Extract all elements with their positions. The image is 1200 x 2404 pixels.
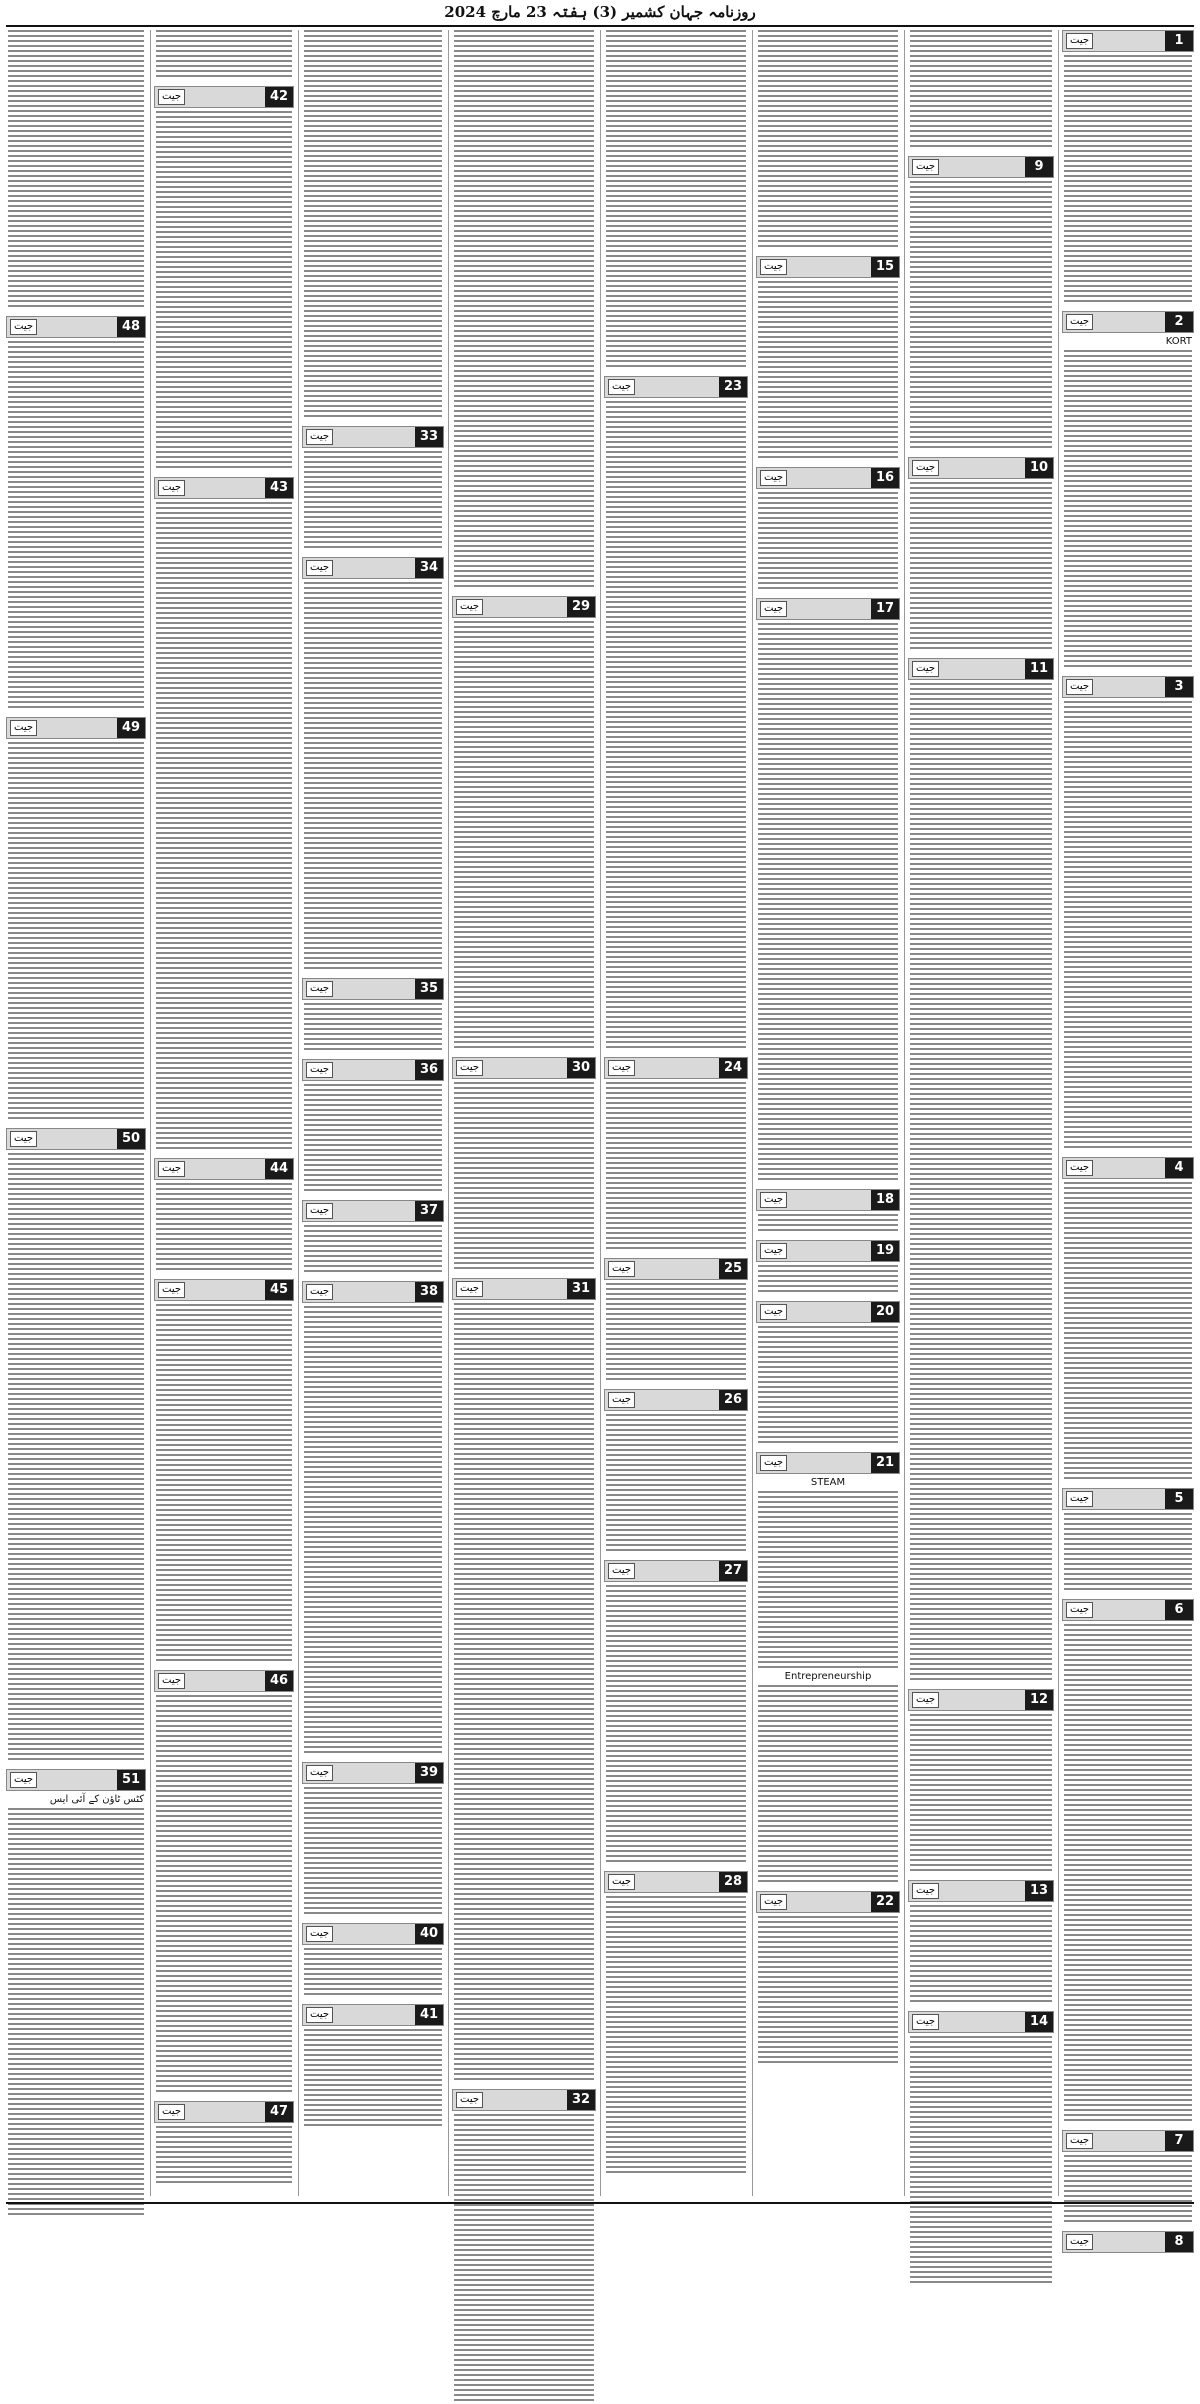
news-item (756, 1452, 900, 1885)
item-badge: جیت (456, 599, 483, 615)
column-divider (904, 30, 905, 2196)
item-badge: جیت (1066, 2133, 1093, 2149)
item-text (910, 30, 1052, 150)
item-number: 8 (1165, 2232, 1193, 2252)
item-number: 17 (871, 599, 899, 619)
item-text (8, 742, 144, 1122)
column-6 (302, 30, 444, 2196)
item-text (304, 1225, 442, 1275)
item-badge: جیت (912, 460, 939, 476)
news-item (154, 1670, 294, 2095)
news-item (302, 978, 444, 1053)
item-text (304, 1003, 442, 1053)
news-item (154, 1158, 294, 1273)
item-badge: جیت (456, 1060, 483, 1076)
news-item (154, 2101, 294, 2186)
item-badge: جیت (306, 1926, 333, 1942)
item-badge: جیت (760, 601, 787, 617)
item-badge: جیت (10, 319, 37, 335)
item-badge: جیت (158, 89, 185, 105)
item-text (156, 1695, 292, 2095)
news-item (756, 1189, 900, 1234)
news-item (604, 1057, 748, 1252)
news-item (302, 1923, 444, 1998)
item-badge: جیت (10, 720, 37, 736)
item-text (1064, 55, 1192, 305)
item-text (758, 1491, 898, 1671)
item-text (910, 181, 1052, 451)
masthead: روزنامہ جہان کشمیر (3) ہفتہ 23 مارچ 2024 (444, 3, 756, 21)
item-text (1064, 350, 1192, 670)
item-badge: جیت (608, 1563, 635, 1579)
item-text (304, 1306, 442, 1756)
item-badge: جیت (760, 1455, 787, 1471)
item-text (606, 1283, 746, 1383)
item-text (758, 1265, 898, 1295)
item-text (8, 1153, 144, 1763)
item-badge: جیت (306, 1203, 333, 1219)
item-number: 44 (265, 1159, 293, 1179)
item-text (454, 2114, 594, 2404)
item-text (758, 492, 898, 592)
item-number: 40 (415, 1924, 443, 1944)
top-rule (6, 25, 1194, 27)
item-text (1064, 1182, 1192, 1482)
news-item (6, 316, 146, 711)
item-number: 10 (1025, 458, 1053, 478)
item-number: 6 (1165, 1600, 1193, 1620)
item-badge: جیت (1066, 2234, 1093, 2250)
item-badge: جیت (608, 379, 635, 395)
item-text (156, 30, 292, 80)
column-2 (908, 30, 1054, 2196)
item-badge: جیت (456, 2092, 483, 2108)
item-badge: جیت (1066, 1491, 1093, 1507)
news-item (604, 1560, 748, 1865)
item-number: 49 (117, 718, 145, 738)
item-badge: جیت (760, 1192, 787, 1208)
item-badge: جیت (306, 2007, 333, 2023)
item-number: 31 (567, 1279, 595, 1299)
item-text (156, 111, 292, 471)
item-number: 5 (1165, 1489, 1193, 1509)
item-badge: جیت (1066, 1160, 1093, 1176)
news-item (756, 598, 900, 1183)
item-badge: جیت (158, 1673, 185, 1689)
item-number: 41 (415, 2005, 443, 2025)
item-badge: جیت (608, 1060, 635, 1076)
item-text (606, 1414, 746, 1554)
item-badge: جیت (760, 1894, 787, 1910)
column-divider (298, 30, 299, 2196)
item-number: 4 (1165, 1158, 1193, 1178)
item-badge: جیت (1066, 33, 1093, 49)
item-badge: جیت (912, 1883, 939, 1899)
item-text (606, 30, 746, 370)
item-badge: جیت (456, 1281, 483, 1297)
column-divider (600, 30, 601, 2196)
item-text (606, 1585, 746, 1865)
news-item (1062, 1488, 1194, 1593)
item-badge: جیت (608, 1392, 635, 1408)
item-number: 37 (415, 1201, 443, 1221)
news-item (604, 1389, 748, 1554)
item-number: 39 (415, 1763, 443, 1783)
item-text (454, 1082, 594, 1272)
column-5 (452, 30, 596, 2196)
news-item (908, 658, 1054, 1683)
news-item (302, 557, 444, 972)
news-item (302, 1200, 444, 1275)
item-number: 16 (871, 468, 899, 488)
item-number: 51 (117, 1770, 145, 1790)
item-text (758, 30, 898, 250)
item-text (304, 2029, 442, 2129)
news-item (1062, 676, 1194, 1151)
item-text (606, 401, 746, 1051)
item-text (304, 1948, 442, 1998)
item-badge: جیت (158, 1161, 185, 1177)
item-number: 29 (567, 597, 595, 617)
item-number: 35 (415, 979, 443, 999)
item-text (910, 1714, 1052, 1874)
item-badge: جیت (760, 1243, 787, 1259)
item-badge: جیت (912, 1692, 939, 1708)
news-item (6, 1128, 146, 1763)
item-number: 13 (1025, 1881, 1053, 1901)
item-text (156, 2126, 292, 2186)
item-number: 26 (719, 1390, 747, 1410)
news-item (908, 2011, 1054, 2286)
news-item (302, 1059, 444, 1194)
item-number: 12 (1025, 1690, 1053, 1710)
item-text (758, 1214, 898, 1234)
item-badge: جیت (608, 1261, 635, 1277)
news-item (154, 477, 294, 1152)
item-text (758, 623, 898, 1183)
item-badge: جیت (1066, 314, 1093, 330)
column-3 (756, 30, 900, 2196)
item-number: 30 (567, 1058, 595, 1078)
item-text (758, 1916, 898, 2066)
item-text (304, 451, 442, 551)
item-number: 48 (117, 317, 145, 337)
item-number: 14 (1025, 2012, 1053, 2032)
news-item (1062, 2231, 1194, 2253)
item-badge: جیت (1066, 1602, 1093, 1618)
item-number: 18 (871, 1190, 899, 1210)
item-text (304, 582, 442, 972)
item-text (304, 1084, 442, 1194)
item-badge: جیت (306, 1284, 333, 1300)
item-badge: جیت (306, 1062, 333, 1078)
item-snippet: Entrepreneurship (784, 1671, 872, 1682)
item-number: 43 (265, 478, 293, 498)
item-text (910, 482, 1052, 652)
column-4 (604, 30, 748, 2196)
item-number: 19 (871, 1241, 899, 1261)
item-badge: جیت (306, 981, 333, 997)
item-number: 7 (1165, 2131, 1193, 2151)
item-snippet: کٹس ٹاؤن کے آئی ایس (49, 1794, 144, 1805)
item-text (606, 1896, 746, 2176)
news-item (452, 2089, 596, 2404)
column-divider (448, 30, 449, 2196)
item-text (156, 1183, 292, 1273)
item-text (454, 621, 594, 1051)
news-item (302, 1762, 444, 1917)
news-item (452, 1057, 596, 1272)
item-text (156, 502, 292, 1152)
news-item (604, 1871, 748, 2176)
item-badge: جیت (760, 470, 787, 486)
item-number: 28 (719, 1872, 747, 1892)
item-number: 42 (265, 87, 293, 107)
item-badge: جیت (306, 560, 333, 576)
item-number: 2 (1165, 312, 1193, 332)
item-number: 36 (415, 1060, 443, 1080)
item-badge: جیت (158, 1282, 185, 1298)
item-text (156, 1304, 292, 1664)
news-item (756, 1240, 900, 1295)
item-badge: جیت (760, 1304, 787, 1320)
news-item (1062, 2130, 1194, 2225)
news-item (302, 2004, 444, 2129)
news-item (908, 1880, 1054, 2005)
item-text (304, 30, 442, 420)
item-badge: جیت (912, 661, 939, 677)
item-text (454, 1303, 594, 2083)
news-item (908, 1689, 1054, 1874)
news-item (6, 1769, 146, 2218)
news-item (756, 1891, 900, 2066)
item-badge: جیت (912, 159, 939, 175)
item-badge: جیت (760, 259, 787, 275)
news-item (908, 156, 1054, 451)
news-item (908, 457, 1054, 652)
item-badge: جیت (158, 480, 185, 496)
news-item (1062, 1157, 1194, 1482)
bottom-rule (6, 2202, 1194, 2204)
item-number: 38 (415, 1282, 443, 1302)
news-item (604, 376, 748, 1051)
item-text (910, 683, 1052, 1683)
item-number: 24 (719, 1058, 747, 1078)
news-item (154, 1279, 294, 1664)
column-7 (154, 30, 294, 2196)
item-number: 34 (415, 558, 443, 578)
item-number: 23 (719, 377, 747, 397)
item-badge: جیت (10, 1772, 37, 1788)
column-1 (1062, 30, 1194, 2249)
item-number: 20 (871, 1302, 899, 1322)
item-number: 27 (719, 1561, 747, 1581)
item-number: 15 (871, 257, 899, 277)
item-text (1064, 2155, 1192, 2225)
news-item (452, 1278, 596, 2083)
item-number: 3 (1165, 677, 1193, 697)
news-item (154, 86, 294, 471)
item-text (1064, 701, 1192, 1151)
item-number: 32 (567, 2090, 595, 2110)
news-item (1062, 1599, 1194, 2124)
news-item (452, 596, 596, 1051)
item-snippet: KORT (1165, 336, 1192, 347)
item-number: 1 (1165, 31, 1193, 51)
news-item (756, 256, 900, 461)
item-badge: جیت (306, 1765, 333, 1781)
news-item (1062, 311, 1194, 670)
item-snippet: STEAM (810, 1477, 846, 1488)
item-text (304, 1787, 442, 1917)
news-item (302, 1281, 444, 1756)
item-text (758, 281, 898, 461)
item-number: 25 (719, 1259, 747, 1279)
item-text (1064, 1624, 1192, 2124)
item-number: 45 (265, 1280, 293, 1300)
column-divider (752, 30, 753, 2196)
item-text (758, 1326, 898, 1446)
item-text (910, 2036, 1052, 2286)
item-number: 9 (1025, 157, 1053, 177)
item-number: 50 (117, 1129, 145, 1149)
news-item (302, 426, 444, 551)
column-divider (1058, 30, 1059, 2196)
item-number: 47 (265, 2102, 293, 2122)
item-badge: جیت (608, 1874, 635, 1890)
column-divider (150, 30, 151, 2196)
news-item (1062, 30, 1194, 305)
item-number: 22 (871, 1892, 899, 1912)
news-item (756, 1301, 900, 1446)
item-text (8, 1808, 144, 2218)
item-number: 11 (1025, 659, 1053, 679)
item-number: 33 (415, 427, 443, 447)
item-badge: جیت (158, 2104, 185, 2120)
item-text (1064, 1513, 1192, 1593)
news-item (604, 1258, 748, 1383)
item-number: 21 (871, 1453, 899, 1473)
item-text (454, 30, 594, 590)
item-badge: جیت (912, 2014, 939, 2030)
item-badge: جیت (1066, 679, 1093, 695)
item-text (606, 1082, 746, 1252)
item-badge: جیت (306, 429, 333, 445)
item-text (910, 1905, 1052, 2005)
item-text (8, 341, 144, 711)
item-text (758, 1685, 898, 1885)
news-item (6, 717, 146, 1122)
item-badge: جیت (10, 1131, 37, 1147)
item-text (8, 30, 144, 310)
news-item (756, 467, 900, 592)
column-8 (6, 30, 146, 2196)
item-number: 46 (265, 1671, 293, 1691)
